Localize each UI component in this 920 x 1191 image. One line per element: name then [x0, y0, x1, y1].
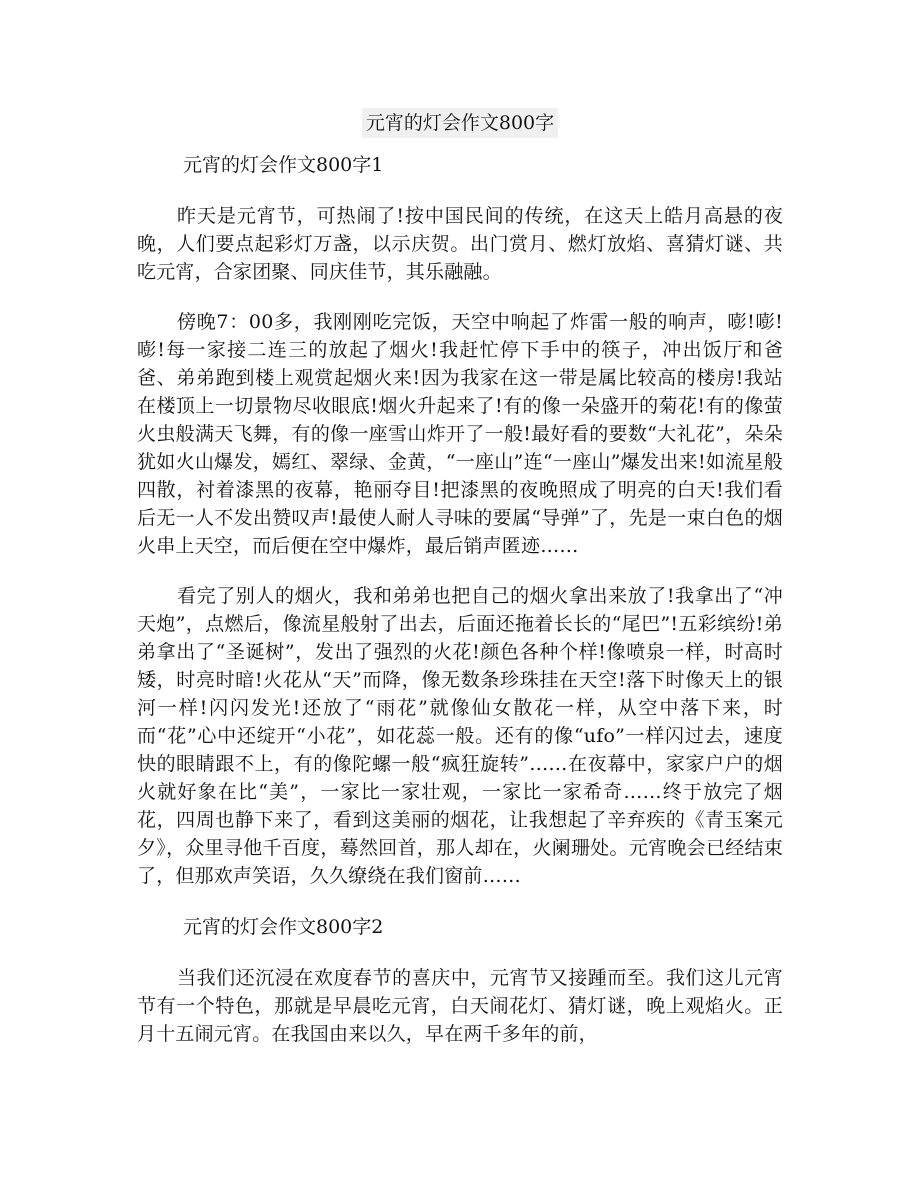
section-1-heading: 元宵的灯会作文800字1	[183, 154, 384, 176]
section-2-paragraph-1: 当我们还沉浸在欢度春节的喜庆中，元宵节又接踵而至。我们这儿元宵节有一个特色，那就是早晨吃元宵，白天闹花灯、猜灯谜，晚上观焰火。正月十五闹元宵。在我国由来以久，早在两千多年的前，	[137, 967, 783, 1045]
section-1-paragraph-2: 傍晚7：00多，我刚刚吃完饭，天空中响起了炸雷一般的响声，嘭!嘭!嘭!每一家接二连三的放起了烟火!我赶忙停下手中的筷子，冲出饭厅和爸爸、弟弟跑到楼上观赏起烟火来!因为我家在这一带是属比较高的楼房!我站在楼顶上一切景物尽收眼底!烟火升起来了!有的像一朵盛开的菊花!有的像萤火虫般满天飞舞，有的像一座雪山炸开了一般!最好看的要数“大礼花”，朵朵犹如火山爆发，嫣红、翠绿、金黄，“一座山”连“一座山”爆发出来!如流星般四散，衬着漆黑的夜幕，艳丽夺目!把漆黑的夜晚照成了明亮的白天!我们看后无一人不发出赞叹声!最使人耐人寻味的要属“导弹”了，先是一束白色的烟火串上天空，而后便在空中爆炸，最后销声匿迹……	[137, 311, 783, 557]
document-title-text: 元宵的灯会作文800字	[362, 108, 558, 138]
section-1-paragraph-1: 昨天是元宵节，可热闹了!按中国民间的传统，在这天上皓月高悬的夜晚，人们要点起彩灯万盏，以示庆贺。出门赏月、燃灯放焰、喜猜灯谜、共吃元宵，合家团聚、同庆佳节，其乐融融。	[137, 205, 783, 283]
document-body	[137, 150, 783, 1070]
document-title	[0, 108, 920, 138]
section-1-paragraph-3: 看完了别人的烟火，我和弟弟也把自己的烟火拿出来放了!我拿出了“冲天炮”，点燃后，像流星般射了出去，后面还拖着长长的“尾巴”!五彩缤纷!弟弟拿出了“圣诞树”，发出了强烈的火花!颜色各种个样!像喷泉一样，时高时矮，时亮时暗!火花从“天”而降，像无数条珍珠挂在天空!落下时像天上的银河一样!闪闪发光!还放了“雨花”就像仙女散花一样，从空中落下来，时而“花”心中还绽开“小花”，如花蕊一般。还有的像“ufo”一样闪过去，速度快的眼睛跟不上，有的像陀螺一般“疯狂旋转”……在夜幕中，家家户户的烟火就好象在比“美”，一家比一家壮观，一家比一家希奇……终于放完了烟花，四周也静下来了，看到这美丽的烟花，让我想起了辛弃疾的《青玉案元夕》，众里寻他千百度，蓦然回首，那人却在，火阑珊处。元宵晚会已经结束了，但那欢声笑语，久久缭绕在我们窗前……	[137, 585, 783, 887]
section-2-heading: 元宵的灯会作文800字2	[183, 916, 384, 938]
